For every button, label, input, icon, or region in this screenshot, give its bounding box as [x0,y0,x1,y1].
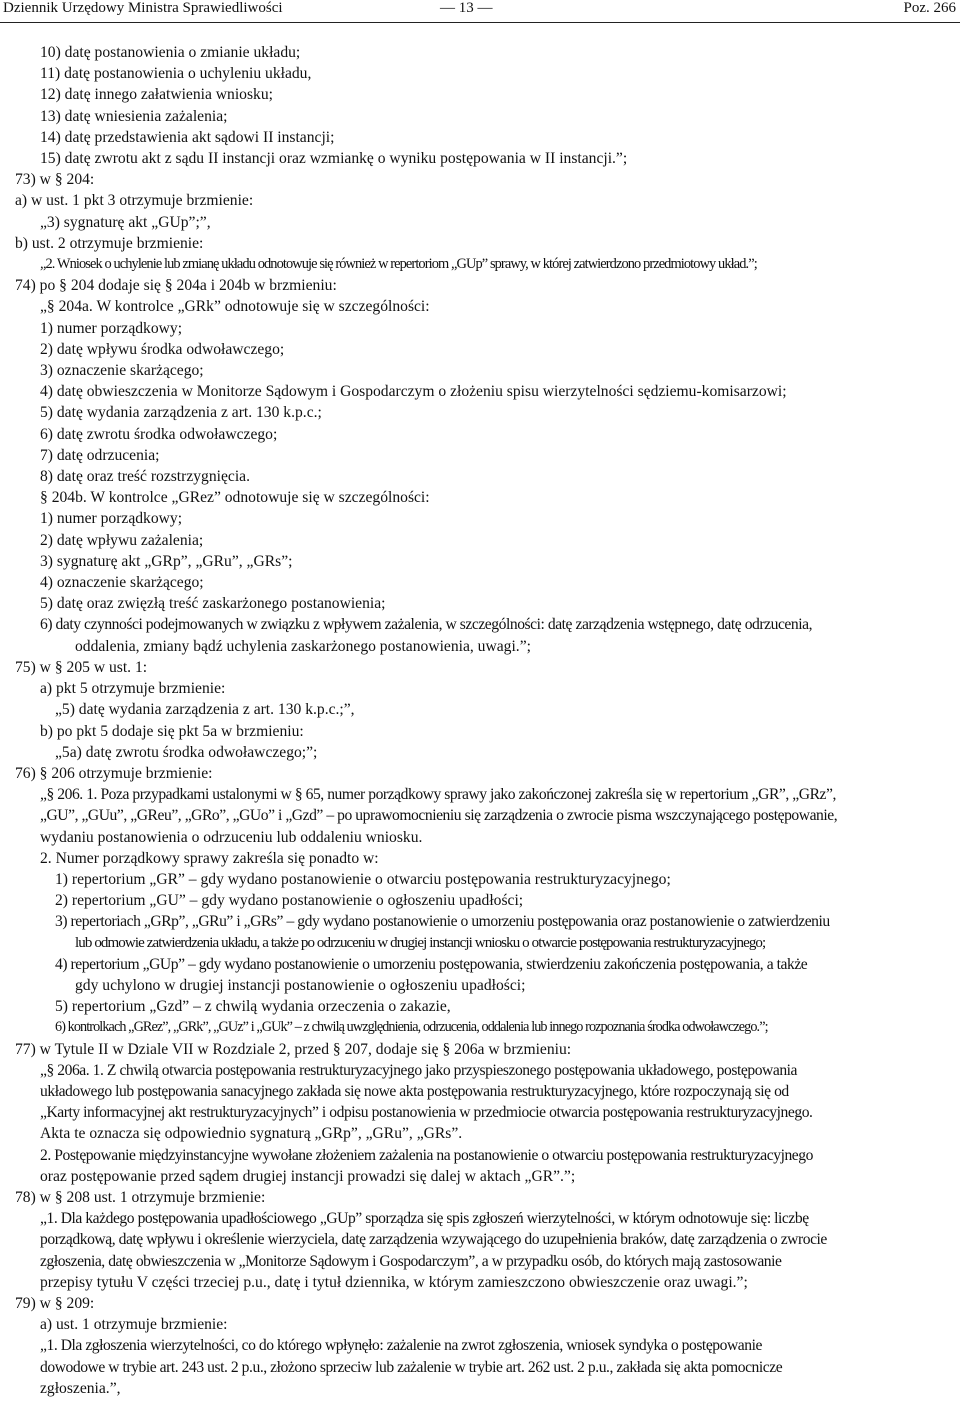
journal-title: Dziennik Urzędowy Ministra Sprawiedliwości [3,0,283,16]
text-line: § 204b. W kontrolce „GRez” odnotowuje się w szczególności: [40,489,430,507]
text-line: 6) datę zwrotu środka odwoławczego; [40,425,278,443]
text-line: zgłoszenia.”, [40,1379,121,1397]
text-line: „2. Wniosek o uchylenie lub zmianę układu odnotowuje się również w repertoriom „GUp” sprawy, w której zatwierdzono przedmiotowy układ.”; [40,256,757,273]
text-line: „1. Dla zgłoszenia wierzytelności, co do którego wpłynęło: zażalenie na zwrot zgłoszenia, wniosek syndyka o postępowanie [40,1337,762,1355]
text-line: przepisy tytułu V części trzeciej p.u., datę i tytuł dziennika, w którym zamieszczono obwieszczenie oraz uwagi.”; [40,1273,748,1291]
text-line: 5) repertorium „Gzd” – z chwilą wydania orzeczenia o zakazie, [55,998,451,1016]
text-line: 3) sygnaturę akt „GRp”, „GRu”, „GRs”; [40,552,293,570]
text-line: 14) datę przedstawienia akt sądowi II instancji; [40,128,335,146]
text-line: 74) po § 204 dodaje się § 204a i 204b w brzmieniu: [15,277,337,295]
text-line: 77) w Tytule II w Dziale VII w Rozdziale 2, przed § 207, dodaje się § 206a w brzmieniu: [15,1040,572,1058]
text-line: „3) sygnaturę akt „GUp”;”, [40,213,211,231]
text-line: 10) datę postanowienia o zmianie układu; [40,44,301,61]
text-line: oddalenia, zmiany bądź uchylenia zaskarżonego postanowienia, uwagi.”; [75,637,531,655]
text-line: 15) datę zwrotu akt z sądu II instancji oraz wzmiankę o wyniku postępowania w II instancji.”; [40,150,628,168]
text-line: 2) repertorium „GU” – gdy wydano postanowienie o ogłoszeniu upadłości; [55,892,524,910]
text-line: „1. Dla każdego postępowania upadłościowego „GUp” sporządza się spis zgłoszeń wierzytelności, w którym odnotowuje się: liczbę [40,1210,809,1228]
text-line: b) ust. 2 otrzymuje brzmienie: [15,234,204,252]
text-line: 3) oznaczenie skarżącego; [40,362,204,380]
text-line: „5) datę wydania zarządzenia z art. 130 k.p.c.;”, [55,701,355,719]
text-line: 1) numer porządkowy; [40,319,183,337]
position-number: Poz. 266 [903,0,956,16]
text-line: 5) datę oraz zwięzłą treść zaskarżonego postanowienia; [40,595,386,613]
text-line: a) pkt 5 otrzymuje brzmienie: [40,680,226,698]
text-line: „GU”, „GUu”, „GReu”, „GRo”, „GUo” i „Gzd” – po uprawomocnieniu się zarządzenia o zwrocie pisma wszczynającego postępowanie, [40,807,838,825]
page-header [0,0,960,23]
text-line: układowego lub postępowania sanacyjnego zakłada się nowe akta postępowania restrukturyzacyjnego, które rozpoczynają się od [40,1082,789,1100]
text-line: „§ 204a. W kontrolce „GRk” odnotowuje się w szczególności: [40,298,430,316]
page-number: — 13 — [440,0,493,16]
text-line: lub odmowie zatwierdzenia układu, a także po odrzuceniu w drugiej instancji wniosku o otwarcie postępowania restrukturyzacyjnego; [75,934,766,951]
text-line: 8) datę oraz treść rozstrzygnięcia. [40,468,250,486]
text-line: 1) repertorium „GR” – gdy wydano postanowienie o otwarciu postępowania restrukturyzacyjnego; [55,870,671,888]
text-line: 6) kontrolkach „GRez”, „GRk”, „GUz” i „GUk” – z chwilą uwzględnienia, odrzucenia, oddalenia lub innego rozpoznania środka odwoławczego.”; [55,1019,768,1036]
text-line: 4) oznaczenie skarżącego; [40,574,204,592]
text-line: „5a) datę zwrotu środka odwoławczego;”; [55,743,318,761]
document-body [0,42,960,1399]
text-line: 2) datę wpływu zażalenia; [40,531,204,549]
text-line: 76) § 206 otrzymuje brzmienie: [15,764,213,782]
text-line: 13) datę wniesienia zażalenia; [40,107,228,125]
text-line: 7) datę odrzucenia; [40,446,160,464]
text-line: „§ 206. 1. Poza przypadkami ustalonymi w § 65, numer porządkowy sprawy jako zakończonej zakreśla się w repertorium „GR”, „GRz”, [40,786,836,804]
text-line: 3) repertoriach „GRp”, „GRu” i „GRs” – gdy wydano postanowienie o umorzeniu postępowania oraz postanowienie o zatwierdzeniu [55,913,830,931]
text-line: 12) datę innego załatwienia wniosku; [40,86,273,104]
text-line: a) w ust. 1 pkt 3 otrzymuje brzmienie: [15,192,254,210]
text-line: porządkową, datę wpływu i określenie wierzyciela, datę zarządzenia wzywającego do uzupełnienia braków, datę zarządzenia o zwrocie [40,1231,827,1249]
text-line: 4) repertorium „GUp” – gdy wydano postanowienie o umorzeniu postępowania, stwierdzeniu zakończenia postępowania, a także [55,955,808,973]
text-line: a) ust. 1 otrzymuje brzmienie: [40,1316,228,1334]
text-line: 2) datę wpływu środka odwoławczego; [40,340,285,358]
text-line: 78) w § 208 ust. 1 otrzymuje brzmienie: [15,1188,266,1206]
text-line: dowodowe w trybie art. 243 ust. 2 p.u., złożono sprzeciw lub zażalenie w trybie art. 262 ust. 2 p.u., zakłada się akta pomocnicze [40,1358,783,1376]
text-line: „Karty informacyjnej akt restrukturyzacyjnych” i odpisu postanowienia w przedmiocie otwarcia postępowania restrukturyzacyjnego. [40,1104,813,1122]
text-line: 73) w § 204: [15,171,95,189]
text-line: 75) w § 205 w ust. 1: [15,658,148,676]
text-line: zgłoszenia, datę obwieszczenia w „Monitorze Sądowym i Gospodarczym”, a w przypadku osób, do których mają zastosowanie [40,1252,782,1270]
text-line: „§ 206a. 1. Z chwilą otwarcia postępowania restrukturyzacyjnego jako przyspieszonego postępowania układowego, postępowania [40,1061,798,1079]
text-line: Akta te oznacza się odpowiednio sygnaturą „GRp”, „GRu”, „GRs”. [40,1125,463,1143]
text-line: 2. Postępowanie międzyinstancyjne wywołane złożeniem zażalenia na postanowienie o otwarciu postępowania restrukturyzacyjnego [40,1146,813,1164]
text-line: 2. Numer porządkowy sprawy zakreśla się ponadto w: [40,849,379,867]
text-line: 6) daty czynności podejmowanych w związku z wpływem zażalenia, w szczególności: datę zarządzenia wstępnego, datę odrzucenia, [40,616,813,634]
text-line: gdy uchylono w drugiej instancji postanowienie o ogłoszeniu upadłości; [75,976,526,994]
text-line: oraz postępowanie przed sądem drugiej instancji prowadzi się dalej w aktach „GR”.”; [40,1167,576,1185]
text-line: 11) datę postanowienia o uchyleniu układu, [40,65,312,83]
text-line: 79) w § 209: [15,1294,95,1312]
text-line: 4) datę obwieszczenia w Monitorze Sądowym i Gospodarczym o złożeniu spisu wierzytelności sędziemu-komisarzowi; [40,383,787,401]
text-line: b) po pkt 5 dodaje się pkt 5a w brzmieniu: [40,722,304,740]
text-line: 1) numer porządkowy; [40,510,183,528]
text-line: 5) datę wydania zarządzenia z art. 130 k.p.c.; [40,404,322,422]
text-line: wydaniu postanowienia o odrzuceniu lub oddaleniu wniosku. [40,828,423,846]
